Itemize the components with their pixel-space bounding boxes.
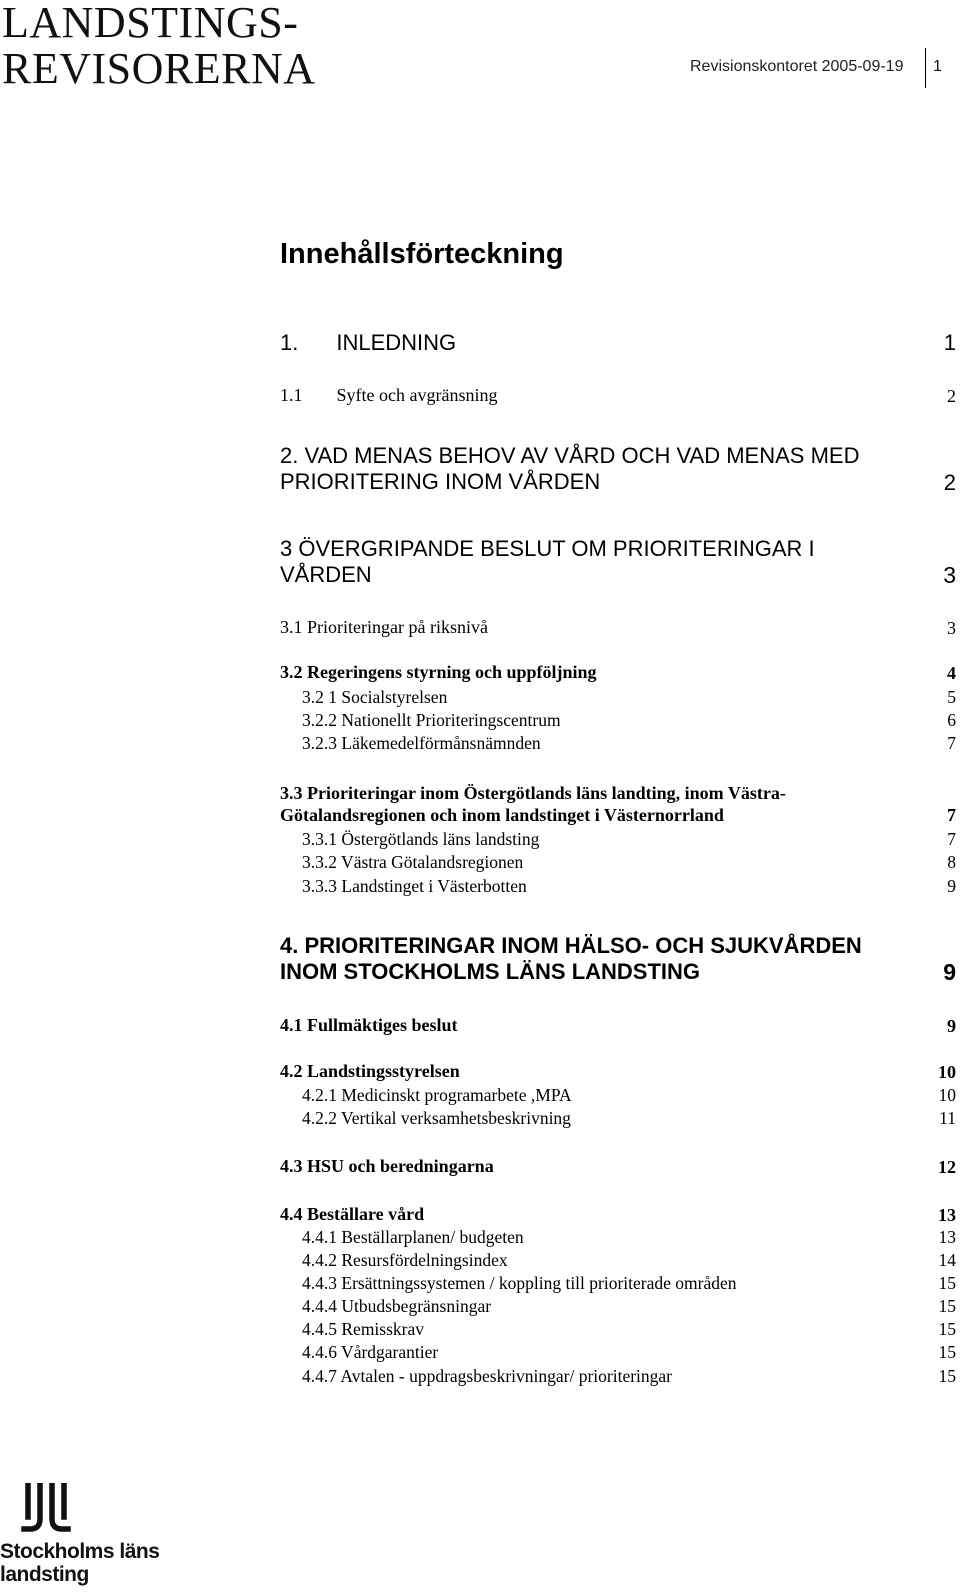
toc-entry-text: 4.2.2 Vertikal verksamhetsbeskrivning [302,1108,571,1128]
toc-entry-text-line2: PRIORITERING INOM VÅRDEN [280,469,601,495]
toc-entry-page: 3 [947,617,956,638]
toc-entry-text-line1: 4. PRIORITERINGAR INOM HÄLSO- OCH SJUKVÅRDEN [280,933,862,958]
toc-entry-text-line1: 2. VAD MENAS BEHOV AV VÅRD OCH VAD MENAS MED [280,443,860,468]
toc-entry-page: 15 [938,1366,956,1386]
toc-entry-page: 15 [938,1342,956,1362]
toc-entry-page: 7 [947,829,956,849]
toc-entry[interactable] [280,1085,956,1106]
toc-entry-text: 4.4.5 Remisskrav [302,1319,425,1339]
toc-entry-page: 2 [947,385,956,406]
toc-entry-text: 3.1 Prioriteringar på riksnivå [280,617,488,637]
toc-entry-text: 3.3.1 Östergötlands läns landsting [302,829,540,849]
toc-entry-page: 12 [938,1156,956,1177]
office-date: Revisionskontoret 2005-09-19 [690,58,904,75]
brand-wordmark [2,0,316,92]
toc-entry-text-line2: INOM STOCKHOLMS LÄNS LANDSTING [280,959,701,985]
toc-entry-page: 8 [947,852,956,872]
toc-entry-text: 4.4 Beställare vård [280,1204,425,1224]
toc-entry[interactable] [280,617,956,639]
toc-entry-text: 4.4.4 Utbudsbegränsningar [302,1296,492,1316]
toc-entry-text-line1: 3 ÖVERGRIPANDE BESLUT OM PRIORITERINGAR I [280,536,815,561]
toc-title: Innehållsförteckning [280,238,564,270]
toc-entry-page: 10 [938,1061,956,1082]
toc-entry-page: 13 [938,1204,956,1225]
toc-entry-text: 3.2 Regeringens styrning och uppföljning [280,662,597,682]
brand-line1: LANDSTINGS- [2,0,299,47]
toc-entry[interactable] [280,443,956,496]
toc-entry-page: 9 [947,876,956,896]
toc-entry[interactable] [280,1296,956,1317]
toc-entry[interactable] [280,852,956,873]
toc-entry-page: 15 [938,1296,956,1316]
toc-entry-page: 3 [943,561,956,588]
toc-entry-page: 10 [938,1085,956,1105]
toc-entry-text-line1: 3.3 Prioriteringar inom Östergötlands läns landting, inom Västra- [280,783,786,803]
toc-entry-page: 14 [938,1250,956,1270]
toc-entry[interactable] [280,733,956,754]
toc-entry-page: 9 [947,1015,956,1036]
toc-entry-page: 2 [943,469,956,495]
header-divider [925,48,926,88]
toc-entry[interactable] [280,662,956,684]
toc-entry[interactable] [280,829,956,850]
toc-entry-text: 4.4.3 Ersättningssystemen / koppling till prioriterade områden [302,1273,737,1293]
toc-entry-text: 4.2.1 Medicinskt programarbete ,MPA [302,1085,572,1105]
toc-entry-page: 13 [938,1227,956,1247]
toc-entry[interactable] [280,1108,956,1129]
toc-entry-text: 3.2 1 Socialstyrelsen [302,687,448,707]
toc-entry-page: 11 [939,1108,956,1128]
toc-entry-text: 4.4.6 Vårdgarantier [302,1342,439,1362]
toc-entry[interactable] [280,1227,956,1248]
toc-entry-page: 9 [943,958,956,985]
toc-entry-page: 5 [947,687,956,707]
toc-entry-page: 1 [943,330,956,356]
header-page-number: 1 [933,58,942,75]
toc-entry-text: Syfte och avgränsning [336,385,498,405]
toc-entry[interactable] [280,710,956,731]
logo-wordmark [0,1540,159,1586]
toc-entry[interactable] [280,1156,956,1178]
toc-entry[interactable] [280,536,956,589]
toc-entry-text: INLEDNING [336,330,457,355]
toc-entry-page: 4 [947,662,956,683]
toc-entry[interactable] [280,1366,956,1387]
toc-entry-page: 7 [947,805,956,826]
toc-entry[interactable] [280,1015,956,1037]
toc-entry-text: 4.4.1 Beställarplanen/ budgeten [302,1227,524,1247]
toc-entry[interactable] [280,687,956,708]
toc-entry-number: 1.1 [280,385,303,405]
toc-entry-text-line2: Götalandsregionen och inom landstinget i Västernorrland [280,804,724,825]
toc-entry[interactable] [280,783,956,826]
toc-entry-page: 7 [947,733,956,753]
logo-line2: landsting [0,1563,89,1586]
toc-entry-text: 4.4.7 Avtalen - uppdragsbeskrivningar/ prioriteringar [302,1366,672,1386]
toc-entry-text: 4.3 HSU och beredningarna [280,1156,494,1176]
toc-entry-text: 4.1 Fullmäktiges beslut [280,1015,458,1035]
toc-entry[interactable] [280,876,956,897]
logo-line1: Stockholms läns [0,1540,160,1563]
toc-entry[interactable] [280,1273,956,1294]
toc-entry-text: 3.2.2 Nationellt Prioriteringscentrum [302,710,561,730]
toc-entry-text-line2: VÅRDEN [280,562,372,588]
toc-entry-text: 3.2.3 Läkemedelförmånsnämnden [302,733,541,753]
toc-entry[interactable] [280,1250,956,1271]
toc-entry-page: 15 [938,1273,956,1293]
toc-entry[interactable] [280,1061,956,1083]
toc-entry-text: 4.4.2 Resursfördelningsindex [302,1250,508,1270]
toc-entry[interactable] [280,1204,956,1226]
brand-line2: REVISORERNA [2,44,316,93]
toc-entry[interactable] [280,933,956,986]
toc-entry-page: 15 [938,1319,956,1339]
toc-entry[interactable] [280,330,956,356]
toc-entry[interactable] [280,385,956,407]
landsting-logo-icon [0,1483,80,1539]
toc-entry-number: 1. [280,330,299,355]
toc-entry-text: 4.2 Landstingsstyrelsen [280,1061,460,1081]
toc-entry-text: 3.3.2 Västra Götalandsregionen [302,852,524,872]
toc-entry[interactable] [280,1319,956,1340]
toc-entry-text: 3.3.3 Landstinget i Västerbotten [302,876,527,896]
toc-entry-page: 6 [947,710,956,730]
toc-entry[interactable] [280,1342,956,1363]
